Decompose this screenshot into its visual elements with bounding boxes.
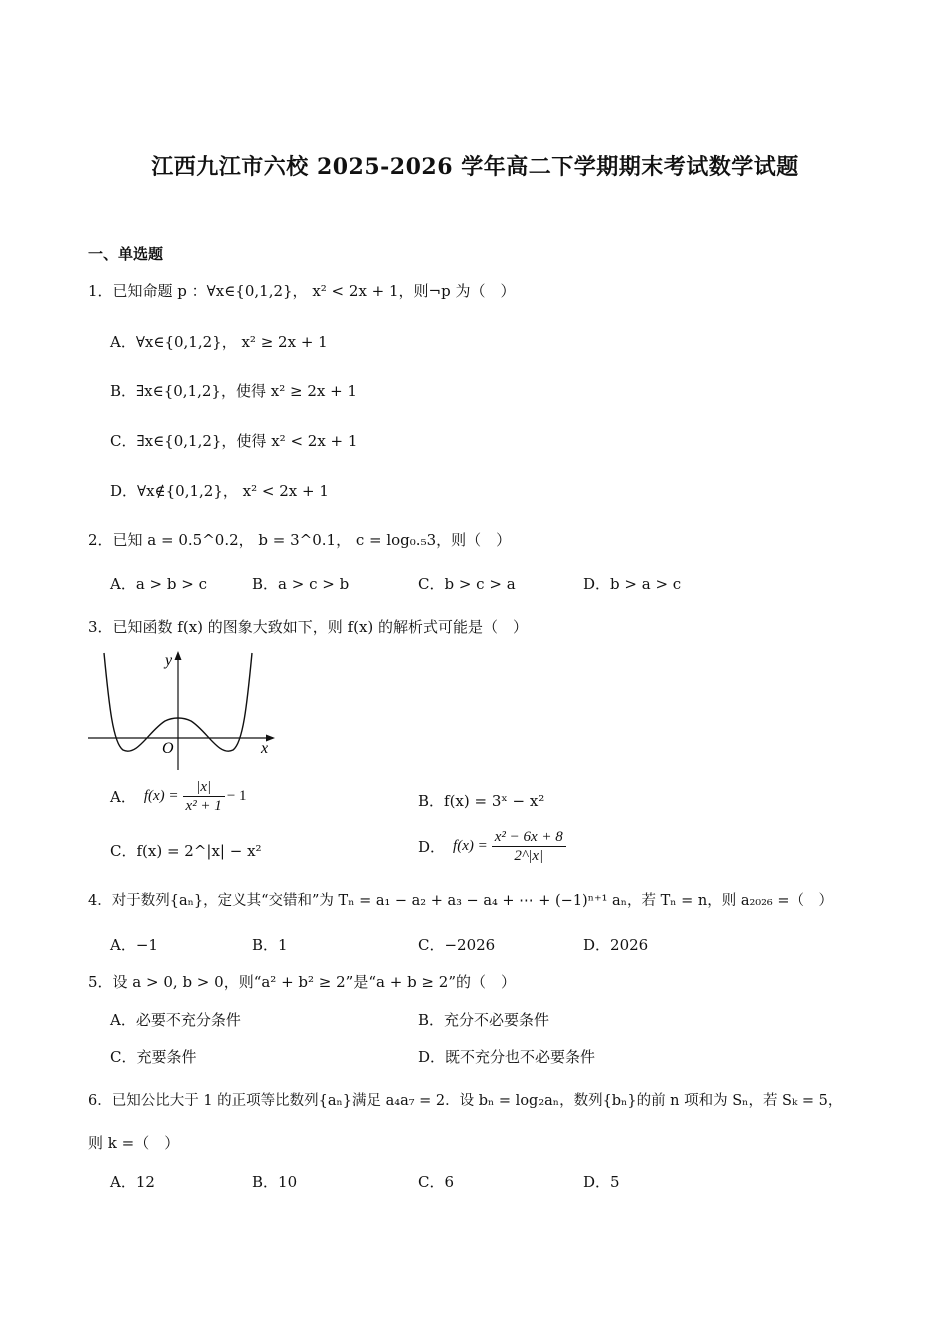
option-d-numerator: x² − 6x + 8 <box>492 828 566 847</box>
option-d-label: D． <box>418 838 446 856</box>
question-6-option-d: D．5 <box>583 1173 620 1191</box>
option-d-fraction <box>492 828 566 865</box>
option-d-denominator: 2^|x| <box>514 848 544 864</box>
section-heading: 一、单选题 <box>88 245 164 263</box>
question-5-option-a: A．必要不充分条件 <box>110 1011 241 1029</box>
option-a-numerator: |x| <box>183 778 225 797</box>
question-3-option-a <box>110 778 247 815</box>
question-1-option-d: D．∀x∉{0,1,2}， x² < 2x + 1 <box>110 482 329 500</box>
question-5-option-b: B．充分不必要条件 <box>418 1011 550 1029</box>
question-4-option-d: D．2026 <box>583 936 649 954</box>
question-5-stem: 5．设 a > 0, b > 0，则“a² + b² ≥ 2”是“a + b ≥ 2”的（ ） <box>88 973 516 991</box>
question-2-option-a: A．a > b > c <box>110 575 207 593</box>
question-1-option-a: A．∀x∈{0,1,2}， x² ≥ 2x + 1 <box>110 333 328 351</box>
question-2-option-b: B．a > c > b <box>252 575 350 593</box>
question-6-option-b: B．10 <box>252 1173 298 1191</box>
function-graph <box>85 645 285 775</box>
question-6-option-a: A．12 <box>110 1173 155 1191</box>
question-4-option-c: C．−2026 <box>418 936 496 954</box>
question-1-stem: 1．已知命题 p ：∀x∈{0,1,2}， x² < 2x + 1，则¬p 为（ ） <box>88 282 516 300</box>
option-a-denominator: x² + 1 <box>185 798 222 814</box>
question-3-option-c: C．f(x) = 2^|x| − x² <box>110 842 262 860</box>
option-d-lhs: f(x) = <box>453 838 488 854</box>
question-6-stem: 6．已知公比大于 1 的正项等比数列{aₙ}满足 a₄a₇ = 2．设 bₙ = log₂aₙ，数列{bₙ}的前 n 项和为 Sₙ，若 Sₖ = 5， <box>88 1093 843 1109</box>
question-2-option-d: D．b > a > c <box>583 575 682 593</box>
question-1-option-b: B．∃x∈{0,1,2}，使得 x² ≥ 2x + 1 <box>110 382 357 400</box>
y-axis-label: y <box>165 652 173 669</box>
option-a-fraction <box>183 778 225 815</box>
option-a-lhs: f(x) = <box>143 788 179 804</box>
question-6-option-c: C．6 <box>418 1173 455 1191</box>
page-title: 江西九江市六校 2025-2026 学年高二下学期期末考试数学试题 <box>151 154 799 180</box>
question-2-option-c: C．b > c > a <box>418 575 516 593</box>
x-axis-label: x <box>261 740 269 757</box>
y-axis-arrow <box>175 651 182 660</box>
question-6-stem-cont: 则 k =（ ） <box>88 1134 180 1152</box>
question-5-option-d: D．既不充分也不必要条件 <box>418 1048 596 1066</box>
question-5-option-c: C．充要条件 <box>110 1048 197 1066</box>
question-4-stem: 4．对于数列{aₙ}，定义其“交错和”为 Tₙ = a₁ − a₂ + a₃ − a₄ + ⋯ + (−1)ⁿ⁺¹ aₙ，若 Tₙ = n，则 a₂₀₂₆ =（ ） <box>88 893 833 909</box>
option-a-tail: − 1 <box>226 788 247 804</box>
option-a-label: A． <box>110 788 136 806</box>
question-3-option-b: B．f(x) = 3ˣ − x² <box>418 792 545 810</box>
question-4-option-b: B．1 <box>252 936 288 954</box>
origin-label: O <box>162 740 174 757</box>
question-2-stem: 2．已知 a = 0.5^0.2， b = 3^0.1， c = log₀.₅3，则（ ） <box>88 531 512 549</box>
question-3-option-d <box>418 828 566 865</box>
question-1-option-c: C．∃x∈{0,1,2}，使得 x² < 2x + 1 <box>110 432 358 450</box>
question-4-option-a: A．−1 <box>110 936 158 954</box>
question-3-stem: 3．已知函数 f(x) 的图象大致如下，则 f(x) 的解析式可能是（ ） <box>88 618 529 636</box>
